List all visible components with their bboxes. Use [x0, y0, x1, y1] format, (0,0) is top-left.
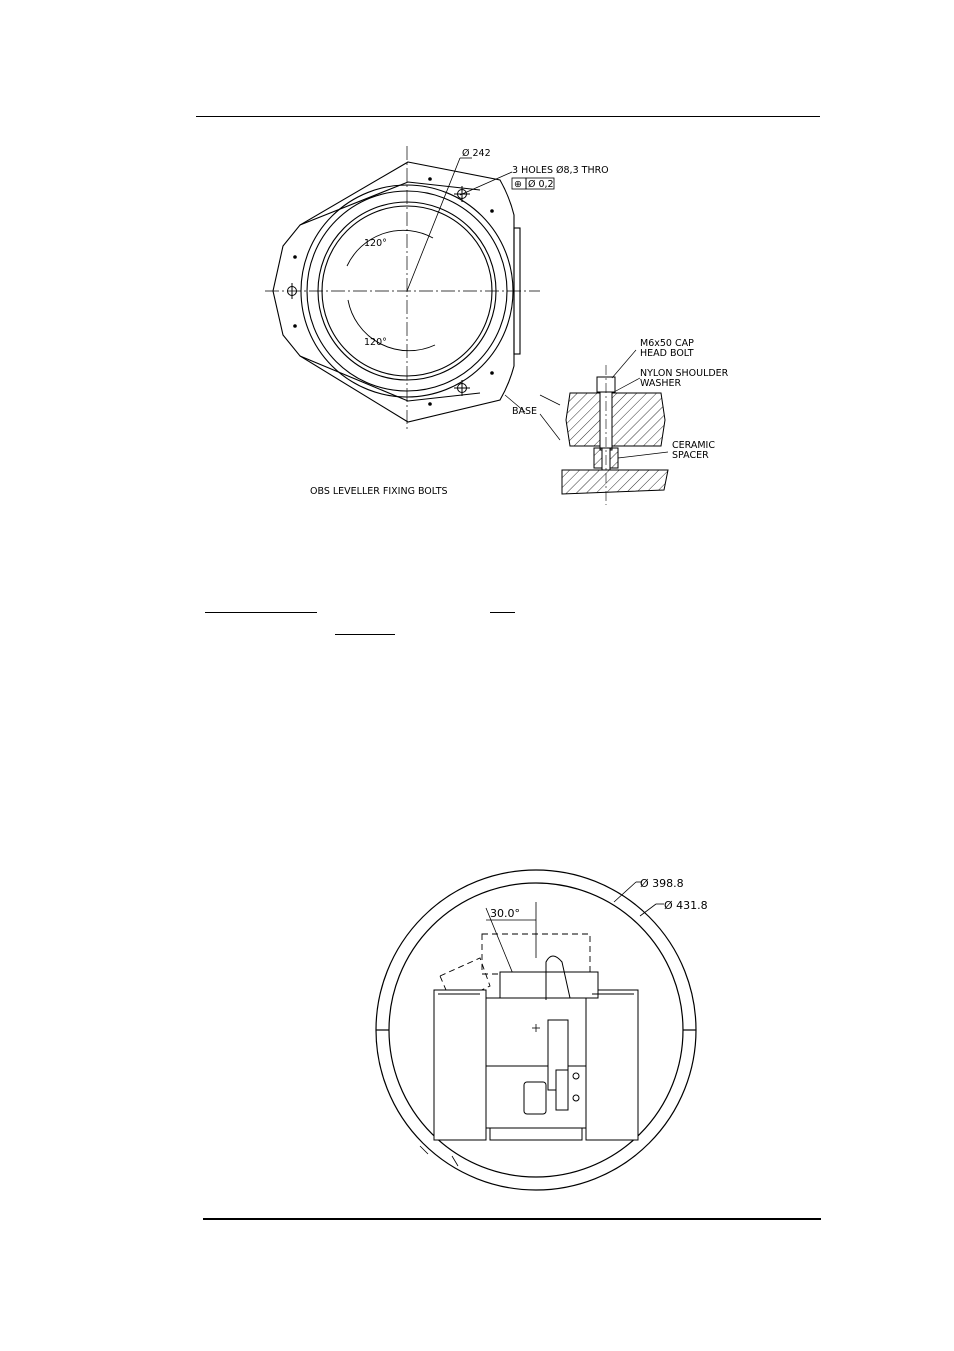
leveller-fixing-drawing — [0, 0, 954, 520]
washer-label-2: WASHER — [640, 378, 682, 389]
tolerance-value: Ø 0,2 — [528, 179, 554, 190]
underline-2 — [490, 612, 515, 613]
angle-label: 30.0° — [490, 907, 520, 920]
inner-diameter-label: Ø 398.8 — [640, 877, 684, 890]
bolt-label-1: M6x50 CAP — [640, 338, 694, 349]
bolt-label-2: HEAD BOLT — [640, 348, 694, 359]
base-label: BASE — [512, 406, 538, 417]
outer-diameter-label: Ø 431.8 — [664, 899, 708, 912]
washer-label-1: NYLON SHOULDER — [640, 368, 729, 379]
enclosure-drawing — [0, 862, 954, 1202]
footer-rule — [203, 1218, 821, 1220]
underline-3 — [335, 634, 395, 635]
figure-caption: OBS LEVELLER FIXING BOLTS — [310, 486, 448, 497]
tolerance-symbol-icon: ⊕ — [514, 179, 522, 190]
angle-label-bottom: 120° — [364, 337, 387, 348]
spacer-label-2: SPACER — [672, 450, 709, 461]
spacer-label-1: CERAMIC — [672, 440, 715, 451]
holes-label: 3 HOLES Ø8,3 THRO — [512, 165, 609, 176]
angle-label-top: 120° — [364, 238, 387, 249]
underline-1 — [205, 612, 317, 613]
diameter-label: Ø 242 — [462, 148, 491, 159]
